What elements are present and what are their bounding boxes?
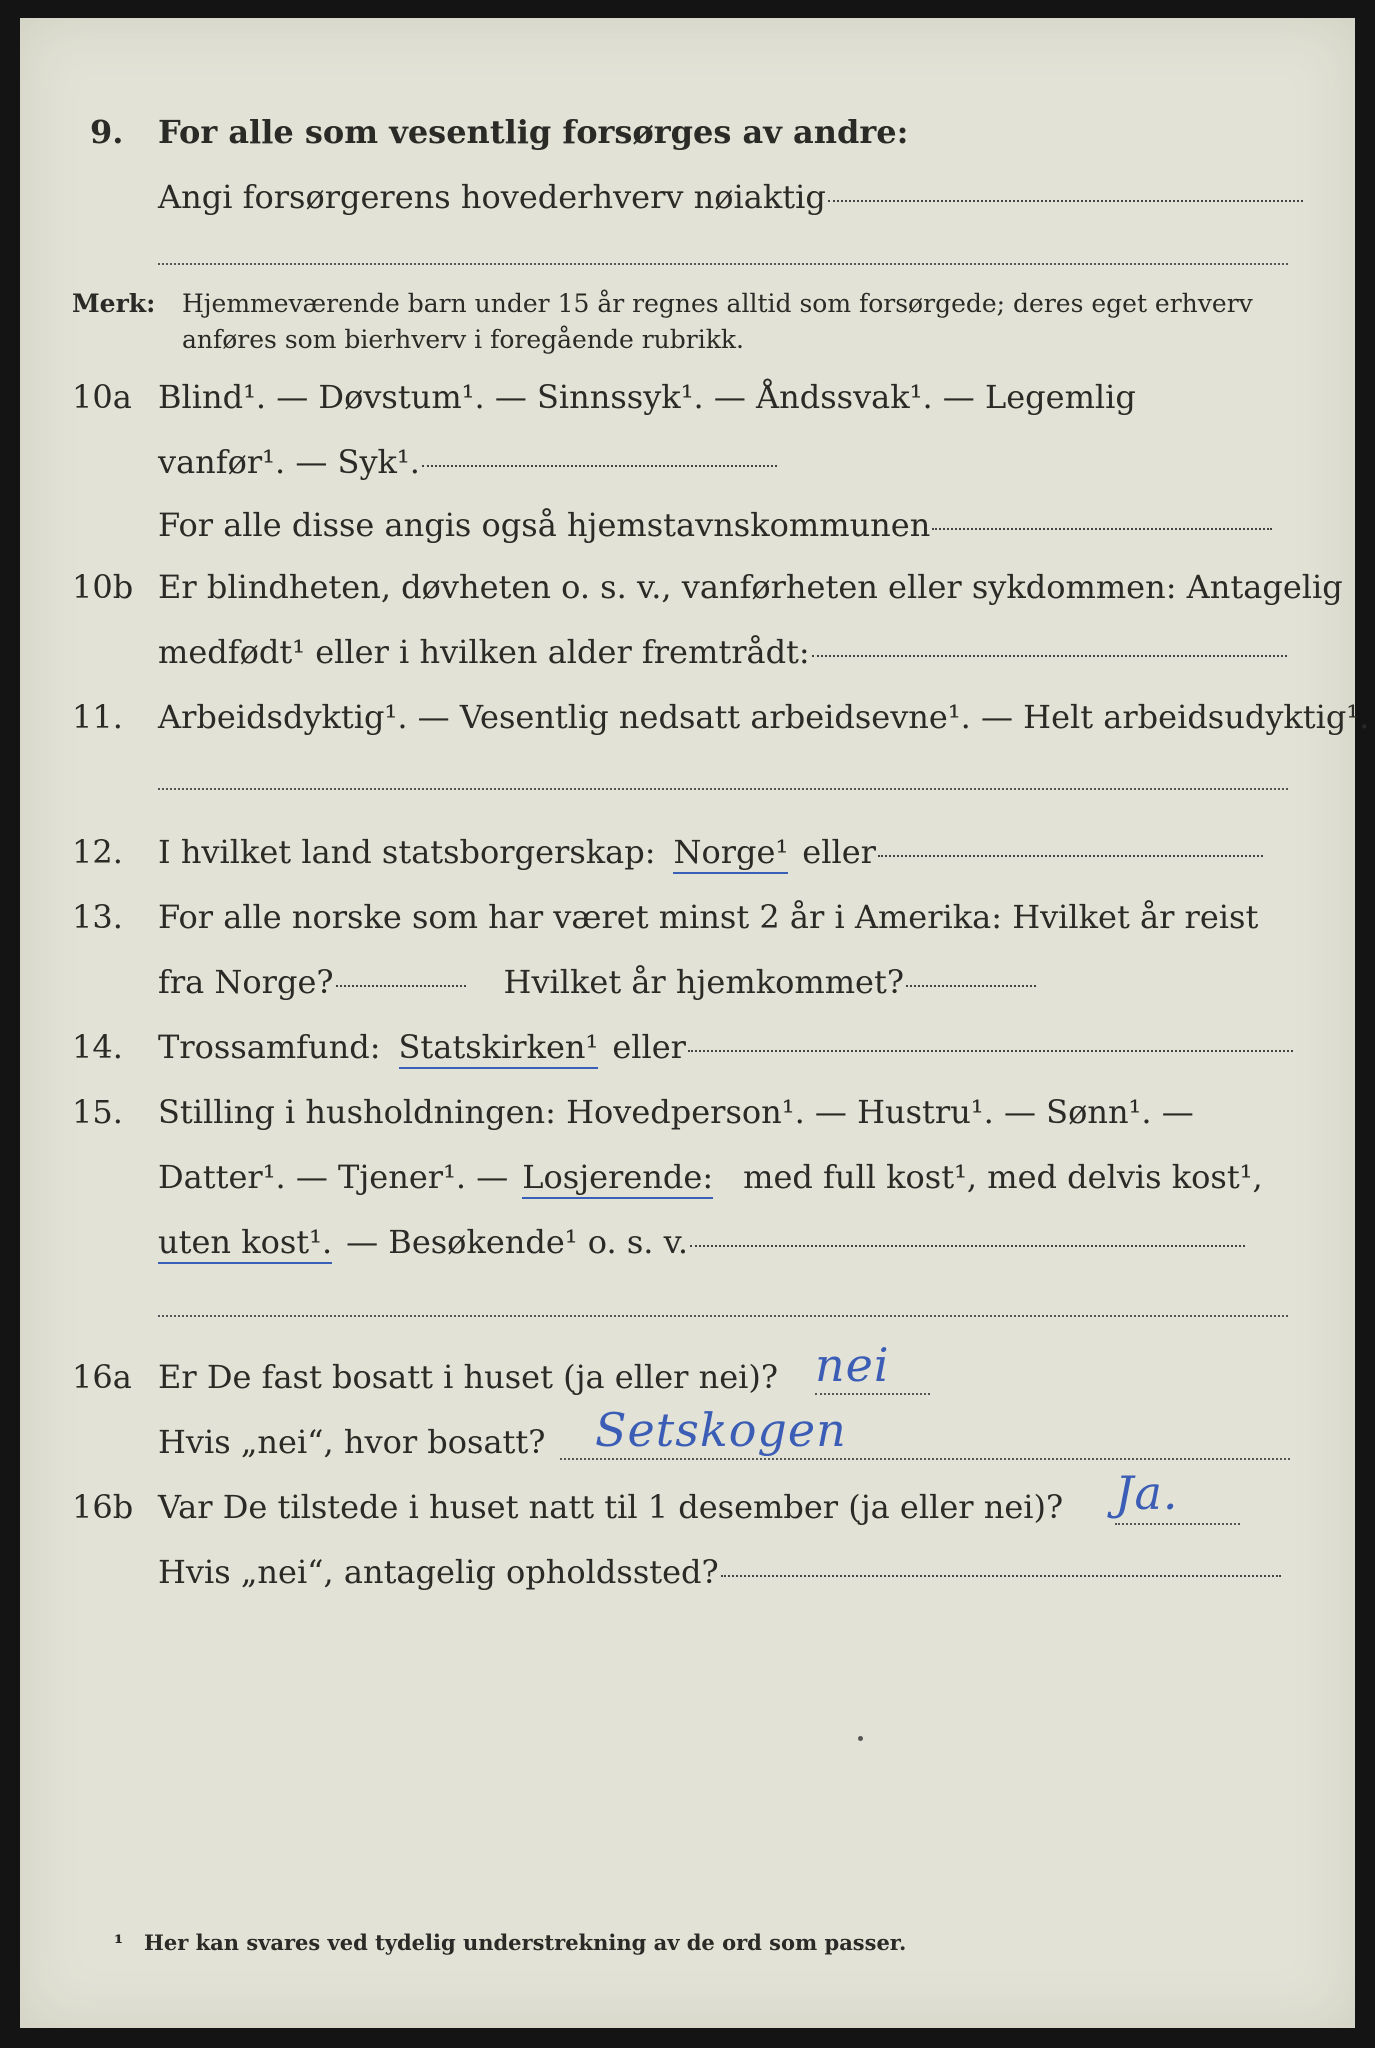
- q10b-line-2: [158, 633, 1287, 671]
- q9-question: Angi forsørgerens hovederhverv nøiaktig: [158, 178, 826, 216]
- q13-number: 13.: [72, 898, 123, 936]
- merk-label: Merk:: [72, 289, 156, 318]
- q10a-vanfor: vanfør¹. — Syk¹.: [158, 443, 420, 481]
- q16a-answer-2-field[interactable]: [560, 1458, 1290, 1460]
- q16a-line-1: Er De fast bosatt i huset (ja eller nei)?: [158, 1358, 779, 1396]
- q15-answer-field[interactable]: [690, 1245, 1245, 1247]
- census-form-page: [20, 18, 1370, 2028]
- q13-line-2: [158, 963, 1036, 1001]
- q11-extra-line: [158, 788, 1288, 790]
- q16b-handwritten-answer-1: Ja.: [1115, 1466, 1179, 1520]
- q15-number: 15.: [72, 1093, 123, 1131]
- q9-answer-field[interactable]: [828, 200, 1303, 202]
- q13-line-1: For alle norske som har været minst 2 år i Amerika: Hvilket år reist: [158, 898, 1259, 936]
- footnote-mark: ¹: [114, 1930, 124, 1955]
- q15-besokende: — Besøkende¹ o. s. v.: [346, 1223, 689, 1261]
- merk-text-2: anføres som bierhverv i foregående rubrikk.: [182, 325, 744, 354]
- q15-datter-tjener: Datter¹. — Tjener¹. —: [158, 1158, 509, 1196]
- q13-reist: fra Norge?: [158, 963, 334, 1001]
- q14-prefix: Trossamfund:: [158, 1028, 381, 1066]
- q12-number: 12.: [72, 833, 123, 871]
- q12-prefix: I hvilket land statsborgerskap:: [158, 833, 656, 871]
- q11-line-1: Arbeidsdyktig¹. — Vesentlig nedsatt arbeidsevne¹. — Helt arbeidsudyktig¹.: [158, 698, 1370, 736]
- q13-hjemkommet: Hvilket år hjemkommet?: [503, 963, 904, 1001]
- q16b-line-2: [158, 1553, 1281, 1591]
- q13-hjemkommet-field[interactable]: [906, 985, 1036, 987]
- q10a-line-2: [158, 443, 777, 481]
- q10a-number: 10a: [72, 378, 132, 416]
- q15-line-1: Stilling i husholdningen: Hovedperson¹. — Hustru¹. — Sønn¹. —: [158, 1093, 1194, 1131]
- q15-uten-kost-underlined: uten kost¹.: [158, 1223, 332, 1264]
- q16b-answer-1-field[interactable]: [1115, 1523, 1240, 1525]
- q16b-number: 16b: [72, 1488, 134, 1526]
- q10a-line-1: Blind¹. — Døvstum¹. — Sinnssyk¹. — Åndssvak¹. — Legemlig: [158, 378, 1136, 416]
- q12-norge-underlined: Norge¹: [673, 833, 788, 874]
- q10b-line-1: Er blindheten, døvheten o. s. v., vanførheten eller sykdommen: Antagelig: [158, 568, 1343, 606]
- q14-statskirken-underlined: Statskirken¹: [399, 1028, 599, 1069]
- q10b-medfodt: medfødt¹ eller i hvilken alder fremtrådt:: [158, 633, 810, 671]
- q14-suffix: eller: [612, 1028, 686, 1066]
- q14-line: [158, 1028, 1293, 1069]
- q16a-line-2: Hvis „nei“, hvor bosatt?: [158, 1423, 546, 1461]
- q9-line: [158, 178, 1303, 216]
- q16a-answer-1-field[interactable]: [815, 1393, 930, 1395]
- q14-answer-field[interactable]: [688, 1050, 1293, 1052]
- q15-line-3: [158, 1223, 1245, 1264]
- q15-kost: med full kost¹, med delvis kost¹,: [743, 1158, 1263, 1196]
- q16a-handwritten-answer-1: nei: [815, 1338, 890, 1392]
- q16a-handwritten-answer-2: Setskogen: [595, 1403, 847, 1457]
- q14-number: 14.: [72, 1028, 123, 1066]
- q13-reist-field[interactable]: [336, 985, 466, 987]
- q15-losjerende-underlined: Losjerende:: [522, 1158, 713, 1199]
- q11-number: 11.: [72, 698, 123, 736]
- q10b-number: 10b: [72, 568, 134, 606]
- q16a-number: 16a: [72, 1358, 132, 1396]
- q10b-answer-field[interactable]: [812, 655, 1287, 657]
- q15-extra-line: [158, 1315, 1288, 1317]
- q16b-answer-2-field[interactable]: [721, 1575, 1281, 1577]
- footnote-text: Her kan svares ved tydelig understrekning av de ord som passer.: [144, 1930, 907, 1955]
- q16b-line-1: Var De tilstede i huset natt til 1 desember (ja eller nei)?: [158, 1488, 1064, 1526]
- q9-extra-line: [158, 263, 1288, 265]
- q10a-line-3: [158, 506, 1272, 544]
- q10a-hjemstavn-field[interactable]: [932, 528, 1272, 530]
- ink-speck: [858, 1736, 863, 1741]
- merk-text-1: Hjemmeværende barn under 15 år regnes alltid som forsørgede; deres eget erhverv: [182, 289, 1253, 318]
- q10a-answer-field[interactable]: [422, 465, 777, 467]
- q15-line-2: [158, 1158, 1263, 1199]
- q16b-opholdssted: Hvis „nei“, antagelig opholdssted?: [158, 1553, 719, 1591]
- q12-line: [158, 833, 1263, 874]
- q12-answer-field[interactable]: [878, 855, 1263, 857]
- q9-title: For alle som vesentlig forsørges av andre:: [158, 113, 909, 151]
- q9-number: 9.: [90, 113, 124, 151]
- q10a-hjemstavn: For alle disse angis også hjemstavnskommunen: [158, 506, 931, 544]
- q12-suffix: eller: [802, 833, 876, 871]
